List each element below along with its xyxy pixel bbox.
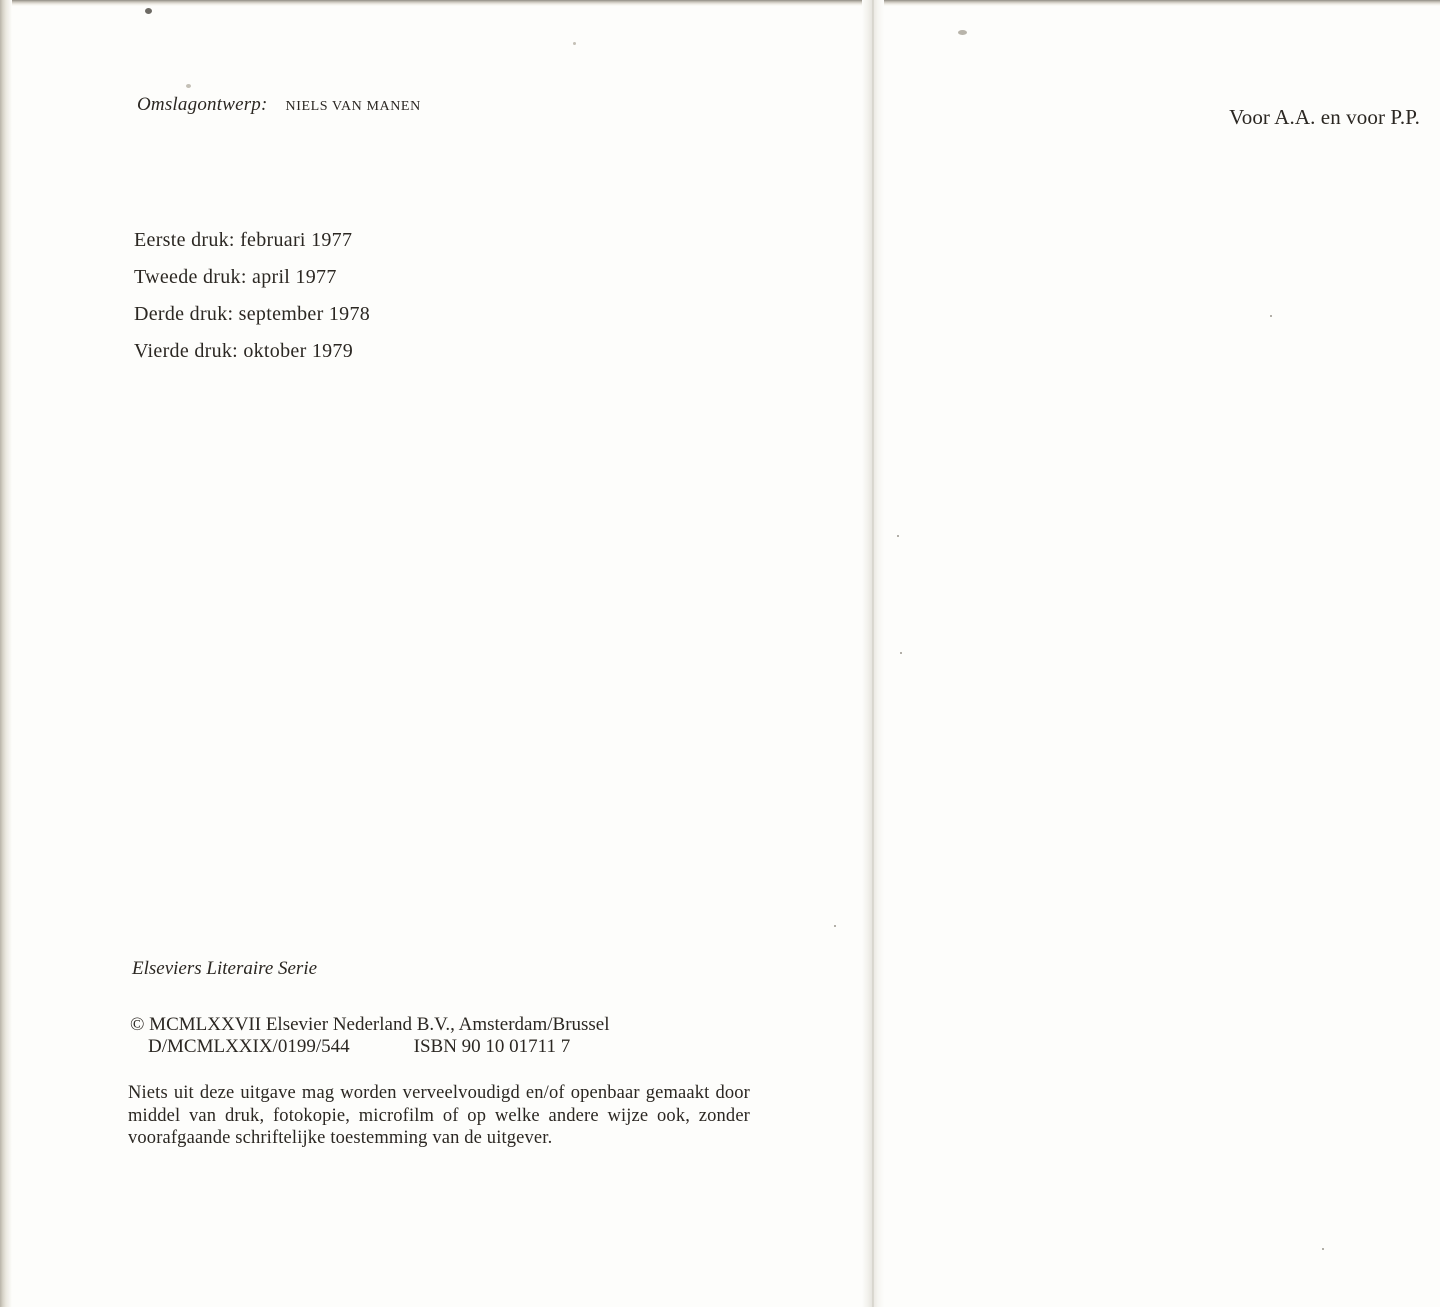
isbn-number: ISBN 90 10 01711 7 [413, 1036, 571, 1057]
rights-notice: Niets uit deze uitgave mag worden verveelvoudigd en/of openbaar gemaakt door middel van druk, fotokopie, microfilm of op welke andere wijze ook, zonder voorafgaande schriftelijke toestemming van de uitgever. [128, 1083, 750, 1148]
edition-line: Eerste druk: februari 1977 [134, 229, 353, 251]
paper-speck [900, 652, 902, 654]
paper-speck [897, 535, 899, 537]
paper-speck [1270, 315, 1272, 317]
paper-speck [834, 925, 836, 927]
depot-isbn-line [130, 1036, 610, 1058]
copyright-line: © MCMLXXVII Elsevier Nederland B.V., Amsterdam/Brussel [130, 1014, 610, 1035]
cover-designer-name: NIELS VAN MANEN [285, 99, 421, 114]
edition-line: Derde druk: september 1978 [134, 303, 371, 325]
cover-design-credit [137, 94, 421, 116]
legal-depot-number: D/MCMLXXIX/0199/544 [148, 1036, 350, 1057]
paper-speck [573, 42, 576, 45]
colophon-page [12, 6, 862, 1307]
paper-speck [1322, 1248, 1324, 1250]
book-gutter [862, 0, 884, 1307]
paper-speck [958, 30, 967, 35]
dedication-text: Voor A.A. en voor P.P. [1229, 105, 1420, 129]
edition-line: Vierde druk: oktober 1979 [134, 340, 354, 362]
dedication-page [884, 6, 1440, 1307]
edition-line: Tweede druk: april 1977 [134, 266, 337, 288]
edition-history [134, 222, 370, 370]
page-left-edge [0, 0, 12, 1307]
series-title: Elseviers Literaire Serie [132, 958, 318, 979]
paper-speck [186, 84, 191, 88]
cover-design-label: Omslagontwerp: [137, 94, 268, 115]
paper-speck [145, 8, 152, 14]
copyright-block [130, 1014, 610, 1058]
